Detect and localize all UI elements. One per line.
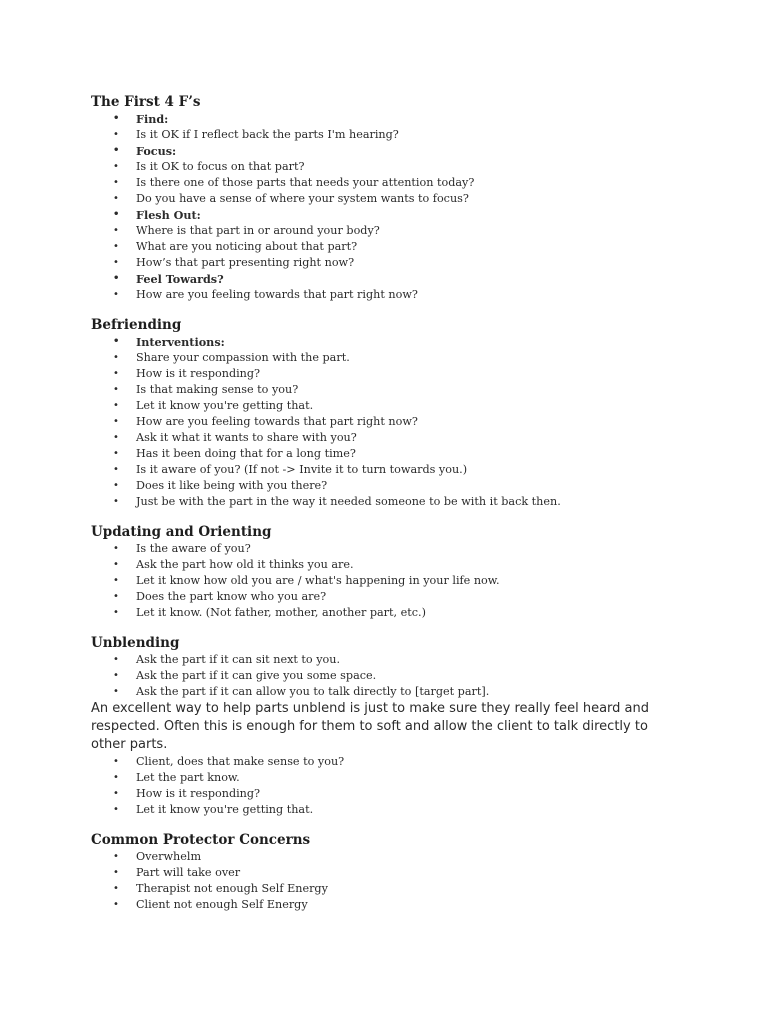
list-item: • Overwhelm (91, 849, 691, 865)
list-item: • What are you noticing about that part? (91, 239, 691, 255)
list-item: • Flesh Out: (91, 207, 691, 223)
list-item: • Just be with the part in the way it needed someone to be with it back then. (91, 494, 691, 510)
list-item: • Does the part know who you are? (91, 589, 691, 605)
list-item: • Share your compassion with the part. (91, 350, 691, 366)
section-common-protector-concerns (91, 832, 691, 913)
list-item: • Find: (91, 111, 691, 127)
list-item: • Does it like being with you there? (91, 478, 691, 494)
list-item: • Therapist not enough Self Energy (91, 881, 691, 897)
section-heading: Befriending (91, 317, 182, 333)
list-item: • How is it responding? (91, 366, 691, 382)
list-item: • Do you have a sense of where your system wants to focus? (91, 191, 691, 207)
list-item: • Focus: (91, 143, 691, 159)
bullet-list (91, 541, 691, 621)
section-heading: Common Protector Concerns (91, 832, 311, 848)
list-item: • Ask the part if it can allow you to talk directly to [target part]. (91, 684, 691, 700)
list-item: • Let it know you're getting that. (91, 398, 691, 414)
list-item: • How is it responding? (91, 786, 691, 802)
section-heading: Unblending (91, 635, 180, 651)
section-befriending (91, 317, 691, 510)
list-item: • Ask the part if it can give you some space. (91, 668, 691, 684)
section-unblending (91, 635, 691, 818)
list-item: • How are you feeling towards that part right now? (91, 414, 691, 430)
list-item: • Ask it what it wants to share with you? (91, 430, 691, 446)
section-first-4-fs (91, 94, 691, 303)
list-item: • Where is that part in or around your body? (91, 223, 691, 239)
list-item: • How’s that part presenting right now? (91, 255, 691, 271)
list-item: • Feel Towards? (91, 271, 691, 287)
document-content (91, 94, 691, 913)
list-item: • Is the aware of you? (91, 541, 691, 557)
list-item: • Ask the part if it can sit next to you. (91, 652, 691, 668)
bullet-list (91, 111, 691, 303)
list-item: • Is it OK if I reflect back the parts I'm hearing? (91, 127, 691, 143)
list-item: • How are you feeling towards that part right now? (91, 287, 691, 303)
section-spacer (91, 818, 691, 832)
bullet-list (91, 652, 691, 700)
list-item: • Let it know how old you are / what's happening in your life now. (91, 573, 691, 589)
list-item: • Let it know you're getting that. (91, 802, 691, 818)
section-heading: Updating and Orienting (91, 524, 272, 540)
list-item: • Is that making sense to you? (91, 382, 691, 398)
section-spacer (91, 621, 691, 635)
list-item: • Client not enough Self Energy (91, 897, 691, 913)
section-spacer (91, 510, 691, 524)
bullet-list (91, 334, 691, 510)
list-item: • Client, does that make sense to you? (91, 754, 691, 770)
list-item: • Is it OK to focus on that part? (91, 159, 691, 175)
section-heading: The First 4 F’s (91, 94, 201, 110)
list-item: • Interventions: (91, 334, 691, 350)
list-item: • Has it been doing that for a long time? (91, 446, 691, 462)
bullet-list (91, 849, 691, 913)
list-item: • Let it know. (Not father, mother, another part, etc.) (91, 605, 691, 621)
list-item: • Part will take over (91, 865, 691, 881)
list-item: • Is it aware of you? (If not -> Invite it to turn towards you.) (91, 462, 691, 478)
section-updating-orienting (91, 524, 691, 621)
list-item: • Let the part know. (91, 770, 691, 786)
bullet-list (91, 754, 691, 818)
list-item: • Ask the part how old it thinks you are. (91, 557, 691, 573)
body-paragraph: An excellent way to help parts unblend is just to make sure they really feel heard and respected. Often this is enough for them to soft and allow the client to talk directly to other parts. (91, 701, 649, 752)
list-item: • Is there one of those parts that needs your attention today? (91, 175, 691, 191)
section-spacer (91, 303, 691, 317)
